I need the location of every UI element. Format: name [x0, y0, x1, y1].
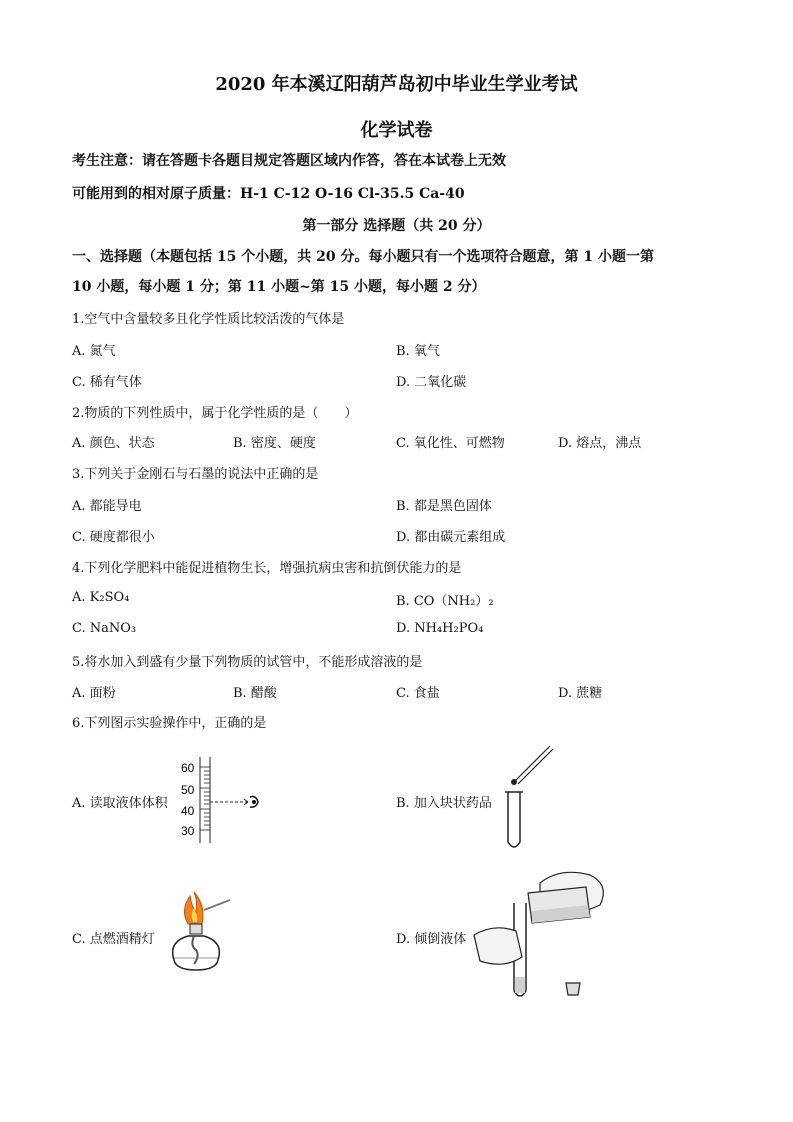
figure-a-graduated-cylinder — [178, 755, 268, 847]
question-4-option-d: D. NH₄H₂PO₄ — [396, 621, 484, 636]
cylinder-tick-30: 30 — [181, 824, 195, 838]
instruction-line1: 一、选择题（本题包括 15 个小题，共 20 分。每小题只有一个选项符合题意，第 1 小题一第 — [72, 249, 654, 265]
cylinder-tick-50: 50 — [181, 783, 195, 797]
question-3-option-d: D. 都由碳元素组成 — [396, 530, 506, 545]
question-1-option-a: A. 氮气 — [72, 344, 116, 359]
question-6-option-d: D. 倾倒液体 — [396, 932, 467, 947]
figure-d-pouring-liquid — [470, 865, 620, 1005]
question-1-stem: 1.空气中含量较多且化学性质比较活泼的气体是 — [72, 312, 345, 327]
question-5-option-a: A. 面粉 — [72, 686, 116, 701]
question-1-option-d: D. 二氧化碳 — [396, 375, 467, 390]
question-4-stem: 4.下列化学肥料中能促进植物生长，增强抗病虫害和抗倒伏能力的是 — [72, 561, 462, 576]
instruction-line2: 10 小题，每小题 1 分；第 11 小题~第 15 小题，每小题 2 分） — [72, 279, 486, 295]
question-5-option-b: B. 醋酸 — [233, 686, 277, 701]
cylinder-tick-40: 40 — [181, 804, 195, 818]
question-3-stem: 3.下列关于金刚石与石墨的说法中正确的是 — [72, 467, 319, 482]
exam-subtitle: 化学试卷 — [360, 120, 433, 141]
question-1-option-c: C. 稀有气体 — [72, 375, 142, 390]
question-2-option-c: C. 氧化性、可燃物 — [396, 436, 505, 451]
question-6-option-a: A. 读取液体体积 — [72, 796, 168, 811]
question-3-option-b: B. 都是黑色固体 — [396, 499, 492, 514]
question-6-option-b: B. 加入块状药品 — [396, 796, 492, 811]
question-2-option-d: D. 熔点，沸点 — [558, 436, 642, 451]
question-1-option-b: B. 氧气 — [396, 344, 440, 359]
question-4-option-b: B. CO（NH₂）₂ — [396, 594, 494, 609]
cylinder-tick-60: 60 — [181, 761, 195, 775]
exam-notice: 考生注意：请在答题卡各题目规定答题区域内作答，答在本试卷上无效 — [72, 153, 506, 169]
question-5-option-c: C. 食盐 — [396, 686, 440, 701]
question-4-option-c: C. NaNO₃ — [72, 621, 137, 636]
question-2-option-a: A. 颜色、状态 — [72, 436, 155, 451]
question-3-option-c: C. 硬度都很小 — [72, 530, 155, 545]
exam-title: 2020 年本溪辽阳葫芦岛初中毕业生学业考试 — [215, 74, 578, 95]
figure-c-alcohol-lamp — [160, 890, 240, 985]
question-6-option-c: C. 点燃酒精灯 — [72, 932, 155, 947]
part1-title: 第一部分 选择题（共 20 分） — [302, 218, 491, 234]
question-6-stem: 6.下列图示实验操作中，正确的是 — [72, 716, 267, 731]
atomic-masses: 可能用到的相对原子质量：H-1 C-12 O-16 Cl-35.5 Ca-40 — [72, 186, 465, 202]
question-4-option-a: A. K₂SO₄ — [72, 590, 130, 605]
eye-icon — [250, 797, 258, 808]
question-2-option-b: B. 密度、硬度 — [233, 436, 316, 451]
question-5-option-d: D. 蔗糖 — [558, 686, 603, 701]
question-2-stem: 2.物质的下列性质中，属于化学性质的是（ ） — [72, 406, 358, 421]
figure-b-test-tube — [500, 740, 560, 855]
question-3-option-a: A. 都能导电 — [72, 499, 142, 514]
question-5-stem: 5.将水加入到盛有少量下列物质的试管中，不能形成溶液的是 — [72, 655, 423, 670]
